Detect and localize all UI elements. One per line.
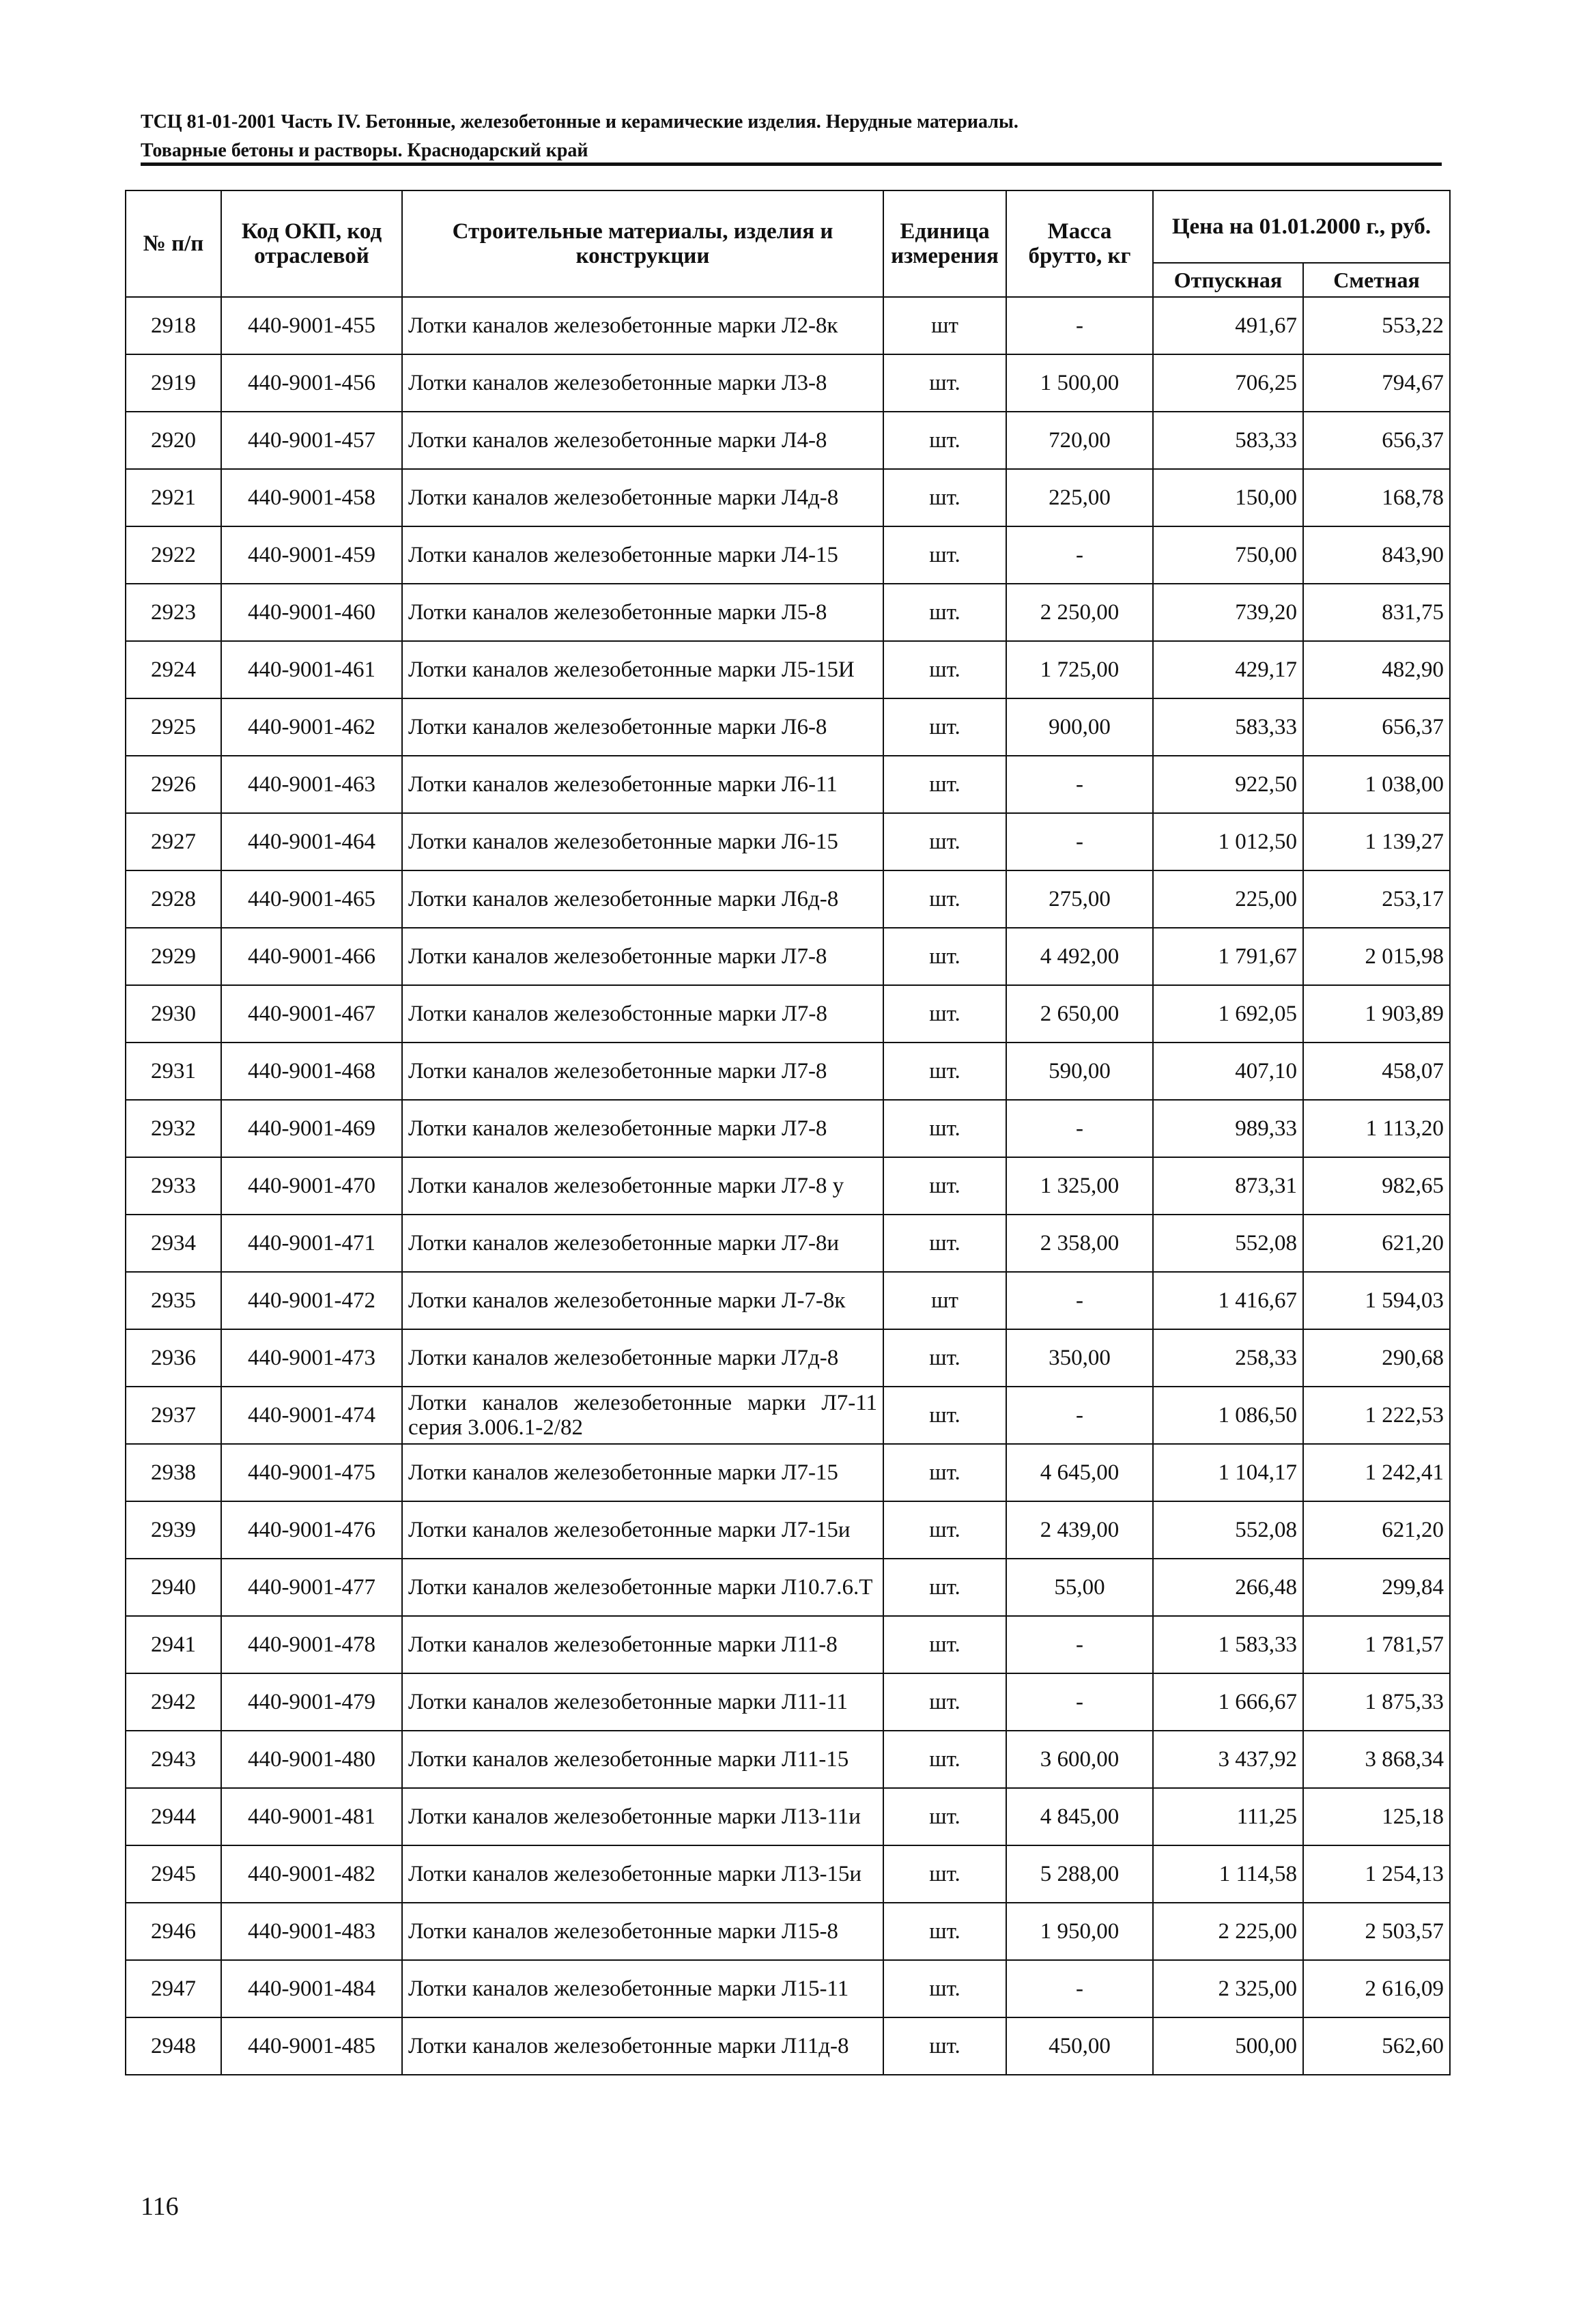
row-number: 2921 [126,469,221,526]
row-number: 2928 [126,870,221,928]
table-row [126,641,1450,698]
release-price: 739,20 [1153,584,1303,641]
material-name: Лотки каналов железобетонные марки Л7-11 серия 3.006.1-2/82 [402,1387,883,1444]
material-name: Лотки каналов железобетонные марки Л7-8 [402,1043,883,1100]
col-header-release: Отпускная [1153,263,1303,297]
unit-of-measure: шт. [883,1616,1006,1673]
gross-mass: - [1006,1960,1153,2017]
estimate-price: 656,37 [1303,412,1450,469]
estimate-price: 1 222,53 [1303,1387,1450,1444]
material-name: Лотки каналов железобетонные марки Л3-8 [402,354,883,412]
table-row [126,1616,1450,1673]
release-price: 583,33 [1153,412,1303,469]
gross-mass: 450,00 [1006,2017,1153,2075]
gross-mass: 225,00 [1006,469,1153,526]
col-header-num: № п/п [126,190,221,297]
release-price: 552,08 [1153,1501,1303,1559]
table-row [126,985,1450,1043]
material-name: Лотки каналов железобетонные марки Л7-15 [402,1444,883,1501]
material-name: Лотки каналов железобетонные марки Л7д-8 [402,1329,883,1387]
release-price: 150,00 [1153,469,1303,526]
material-name: Лотки каналов железобстонные марки Л7-8 [402,985,883,1043]
estimate-price: 3 868,34 [1303,1731,1450,1788]
unit-of-measure: шт. [883,526,1006,584]
table-row [126,1444,1450,1501]
unit-of-measure: шт. [883,756,1006,813]
gross-mass: 3 600,00 [1006,1731,1153,1788]
release-price: 873,31 [1153,1157,1303,1215]
estimate-price: 831,75 [1303,584,1450,641]
gross-mass: 4 845,00 [1006,1788,1153,1845]
estimate-price: 553,22 [1303,297,1450,354]
page-number: 116 [141,2192,179,2221]
row-number: 2932 [126,1100,221,1157]
table-row [126,870,1450,928]
material-name: Лотки каналов железобетонные марки Л7-8 [402,928,883,985]
col-header-mass: Масса брутто, кг [1006,190,1153,297]
material-name: Лотки каналов железобетонные марки Л11-8 [402,1616,883,1673]
okp-code: 440-9001-485 [221,2017,402,2075]
table-row [126,1731,1450,1788]
table-row [126,1673,1450,1731]
okp-code: 440-9001-477 [221,1559,402,1616]
gross-mass: 720,00 [1006,412,1153,469]
gross-mass: - [1006,297,1153,354]
unit-of-measure: шт. [883,1788,1006,1845]
row-number: 2943 [126,1731,221,1788]
row-number: 2922 [126,526,221,584]
okp-code: 440-9001-460 [221,584,402,641]
okp-code: 440-9001-475 [221,1444,402,1501]
row-number: 2948 [126,2017,221,2075]
material-name: Лотки каналов железобетонные марки Л11-11 [402,1673,883,1731]
unit-of-measure: шт. [883,1731,1006,1788]
unit-of-measure: шт. [883,1501,1006,1559]
okp-code: 440-9001-466 [221,928,402,985]
okp-code: 440-9001-468 [221,1043,402,1100]
material-name: Лотки каналов железобетонные марки Л7-8 у [402,1157,883,1215]
material-name: Лотки каналов железобетонные марки Л5-15И [402,641,883,698]
okp-code: 440-9001-484 [221,1960,402,2017]
table-row [126,1043,1450,1100]
price-table [125,190,1451,2075]
gross-mass: 1 950,00 [1006,1903,1153,1960]
row-number: 2924 [126,641,221,698]
row-number: 2927 [126,813,221,870]
release-price: 1 086,50 [1153,1387,1303,1444]
material-name: Лотки каналов железобетонные марки Л6д-8 [402,870,883,928]
estimate-price: 290,68 [1303,1329,1450,1387]
estimate-price: 482,90 [1303,641,1450,698]
estimate-price: 2 015,98 [1303,928,1450,985]
table-row [126,412,1450,469]
gross-mass: 4 492,00 [1006,928,1153,985]
release-price: 266,48 [1153,1559,1303,1616]
gross-mass: 2 250,00 [1006,584,1153,641]
unit-of-measure: шт. [883,698,1006,756]
row-number: 2941 [126,1616,221,1673]
unit-of-measure: шт. [883,928,1006,985]
estimate-price: 1 113,20 [1303,1100,1450,1157]
okp-code: 440-9001-476 [221,1501,402,1559]
table-row [126,1272,1450,1329]
unit-of-measure: шт. [883,1845,1006,1903]
gross-mass: 2 650,00 [1006,985,1153,1043]
row-number: 2919 [126,354,221,412]
material-name: Лотки каналов железобетонные марки Л7-15и [402,1501,883,1559]
okp-code: 440-9001-474 [221,1387,402,1444]
unit-of-measure: шт. [883,1559,1006,1616]
unit-of-measure: шт. [883,1387,1006,1444]
okp-code: 440-9001-473 [221,1329,402,1387]
material-name: Лотки каналов железобетонные марки Л2-8к [402,297,883,354]
row-number: 2931 [126,1043,221,1100]
material-name: Лотки каналов железобетонные марки Л7-8и [402,1215,883,1272]
row-number: 2944 [126,1788,221,1845]
estimate-price: 982,65 [1303,1157,1450,1215]
unit-of-measure: шт. [883,1329,1006,1387]
row-number: 2920 [126,412,221,469]
estimate-price: 253,17 [1303,870,1450,928]
estimate-price: 2 616,09 [1303,1960,1450,2017]
row-number: 2937 [126,1387,221,1444]
gross-mass: 2 358,00 [1006,1215,1153,1272]
material-name: Лотки каналов железобетонные марки Л6-11 [402,756,883,813]
estimate-price: 843,90 [1303,526,1450,584]
release-price: 2 225,00 [1153,1903,1303,1960]
okp-code: 440-9001-456 [221,354,402,412]
okp-code: 440-9001-470 [221,1157,402,1215]
estimate-price: 794,67 [1303,354,1450,412]
material-name: Лотки каналов железобетонные марки Л4-8 [402,412,883,469]
row-number: 2935 [126,1272,221,1329]
estimate-price: 656,37 [1303,698,1450,756]
unit-of-measure: шт. [883,1215,1006,1272]
unit-of-measure: шт. [883,985,1006,1043]
table-row [126,698,1450,756]
gross-mass: 2 439,00 [1006,1501,1153,1559]
unit-of-measure: шт. [883,1100,1006,1157]
release-price: 225,00 [1153,870,1303,928]
page-header [141,108,1438,165]
gross-mass: 590,00 [1006,1043,1153,1100]
release-price: 583,33 [1153,698,1303,756]
table-row [126,1215,1450,1272]
table-row [126,1845,1450,1903]
unit-of-measure: шт. [883,584,1006,641]
col-header-estimate: Сметная [1303,263,1450,297]
estimate-price: 1 594,03 [1303,1272,1450,1329]
table-row [126,584,1450,641]
table-row [126,1960,1450,2017]
gross-mass: - [1006,526,1153,584]
okp-code: 440-9001-471 [221,1215,402,1272]
estimate-price: 458,07 [1303,1043,1450,1100]
row-number: 2926 [126,756,221,813]
release-price: 111,25 [1153,1788,1303,1845]
release-price: 3 437,92 [1153,1731,1303,1788]
unit-of-measure: шт. [883,813,1006,870]
okp-code: 440-9001-457 [221,412,402,469]
gross-mass: - [1006,1616,1153,1673]
unit-of-measure: шт. [883,2017,1006,2075]
row-number: 2923 [126,584,221,641]
release-price: 407,10 [1153,1043,1303,1100]
gross-mass: 275,00 [1006,870,1153,928]
row-number: 2933 [126,1157,221,1215]
okp-code: 440-9001-464 [221,813,402,870]
estimate-price: 1 781,57 [1303,1616,1450,1673]
col-header-price-group: Цена на 01.01.2000 г., руб. [1153,190,1450,263]
material-name: Лотки каналов железобетонные марки Л-7-8к [402,1272,883,1329]
table-body [126,297,1450,2075]
okp-code: 440-9001-459 [221,526,402,584]
estimate-price: 562,60 [1303,2017,1450,2075]
unit-of-measure: шт. [883,1444,1006,1501]
estimate-price: 1 254,13 [1303,1845,1450,1903]
material-name: Лотки каналов железобетонные марки Л6-15 [402,813,883,870]
okp-code: 440-9001-463 [221,756,402,813]
table-row [126,1559,1450,1616]
gross-mass: 55,00 [1006,1559,1153,1616]
release-price: 989,33 [1153,1100,1303,1157]
release-price: 1 791,67 [1153,928,1303,985]
material-name: Лотки каналов железобетонные марки Л15-8 [402,1903,883,1960]
okp-code: 440-9001-472 [221,1272,402,1329]
row-number: 2947 [126,1960,221,2017]
gross-mass: - [1006,1673,1153,1731]
gross-mass: - [1006,813,1153,870]
gross-mass: 4 645,00 [1006,1444,1153,1501]
release-price: 2 325,00 [1153,1960,1303,2017]
unit-of-measure: шт. [883,412,1006,469]
release-price: 1 104,17 [1153,1444,1303,1501]
table-row [126,1157,1450,1215]
estimate-price: 621,20 [1303,1501,1450,1559]
gross-mass: 1 325,00 [1006,1157,1153,1215]
okp-code: 440-9001-465 [221,870,402,928]
okp-code: 440-9001-482 [221,1845,402,1903]
gross-mass: - [1006,1387,1153,1444]
material-name: Лотки каналов железобетонные марки Л4-15 [402,526,883,584]
gross-mass: 5 288,00 [1006,1845,1153,1903]
estimate-price: 168,78 [1303,469,1450,526]
estimate-price: 1 903,89 [1303,985,1450,1043]
material-name: Лотки каналов железобетонные марки Л13-11и [402,1788,883,1845]
header-rule [141,162,1442,166]
material-name: Лотки каналов железобетонные марки Л7-8 [402,1100,883,1157]
row-number: 2942 [126,1673,221,1731]
table-row [126,813,1450,870]
row-number: 2940 [126,1559,221,1616]
table-row [126,1501,1450,1559]
gross-mass: 1 500,00 [1006,354,1153,412]
col-header-code: Код ОКП, код отраслевой [221,190,402,297]
gross-mass: - [1006,1100,1153,1157]
table-row [126,354,1450,412]
table-row [126,756,1450,813]
row-number: 2934 [126,1215,221,1272]
material-name: Лотки каналов железобетонные марки Л4д-8 [402,469,883,526]
release-price: 491,67 [1153,297,1303,354]
release-price: 706,25 [1153,354,1303,412]
okp-code: 440-9001-467 [221,985,402,1043]
table-row [126,1387,1450,1444]
table-row [126,1788,1450,1845]
gross-mass: 350,00 [1006,1329,1153,1387]
release-price: 922,50 [1153,756,1303,813]
okp-code: 440-9001-480 [221,1731,402,1788]
header-line-1: ТСЦ 81-01-2001 Часть IV. Бетонные, железобетонные и керамические изделия. Нерудные материалы. [141,111,1018,132]
col-header-unit: Единица измерения [883,190,1006,297]
row-number: 2945 [126,1845,221,1903]
row-number: 2918 [126,297,221,354]
unit-of-measure: шт. [883,1043,1006,1100]
material-name: Лотки каналов железобетонные марки Л11-15 [402,1731,883,1788]
okp-code: 440-9001-462 [221,698,402,756]
okp-code: 440-9001-479 [221,1673,402,1731]
material-name: Лотки каналов железобетонные марки Л6-8 [402,698,883,756]
unit-of-measure: шт [883,1272,1006,1329]
row-number: 2939 [126,1501,221,1559]
okp-code: 440-9001-483 [221,1903,402,1960]
estimate-price: 299,84 [1303,1559,1450,1616]
col-header-name: Строительные материалы, изделия и конструкции [402,190,883,297]
estimate-price: 125,18 [1303,1788,1450,1845]
table-row [126,1100,1450,1157]
table-row [126,469,1450,526]
estimate-price: 1 875,33 [1303,1673,1450,1731]
row-number: 2930 [126,985,221,1043]
unit-of-measure: шт. [883,1903,1006,1960]
row-number: 2925 [126,698,221,756]
gross-mass: - [1006,1272,1153,1329]
material-name: Лотки каналов железобетонные марки Л15-11 [402,1960,883,2017]
row-number: 2938 [126,1444,221,1501]
gross-mass: 1 725,00 [1006,641,1153,698]
unit-of-measure: шт. [883,469,1006,526]
material-name: Лотки каналов железобетонные марки Л10.7.6.Т [402,1559,883,1616]
table-row [126,526,1450,584]
release-price: 1 692,05 [1153,985,1303,1043]
header-line-2: Товарные бетоны и растворы. Краснодарский край [141,140,588,161]
release-price: 1 012,50 [1153,813,1303,870]
estimate-price: 621,20 [1303,1215,1450,1272]
table-row [126,1903,1450,1960]
release-price: 1 114,58 [1153,1845,1303,1903]
okp-code: 440-9001-461 [221,641,402,698]
okp-code: 440-9001-481 [221,1788,402,1845]
release-price: 429,17 [1153,641,1303,698]
okp-code: 440-9001-478 [221,1616,402,1673]
okp-code: 440-9001-469 [221,1100,402,1157]
row-number: 2936 [126,1329,221,1387]
release-price: 750,00 [1153,526,1303,584]
row-number: 2946 [126,1903,221,1960]
material-name: Лотки каналов железобетонные марки Л13-15и [402,1845,883,1903]
release-price: 1 416,67 [1153,1272,1303,1329]
gross-mass: 900,00 [1006,698,1153,756]
unit-of-measure: шт. [883,1673,1006,1731]
release-price: 1 583,33 [1153,1616,1303,1673]
table-row [126,2017,1450,2075]
release-price: 552,08 [1153,1215,1303,1272]
unit-of-measure: шт. [883,354,1006,412]
estimate-price: 2 503,57 [1303,1903,1450,1960]
gross-mass: - [1006,756,1153,813]
table-row [126,297,1450,354]
okp-code: 440-9001-458 [221,469,402,526]
estimate-price: 1 242,41 [1303,1444,1450,1501]
estimate-price: 1 139,27 [1303,813,1450,870]
unit-of-measure: шт. [883,870,1006,928]
estimate-price: 1 038,00 [1303,756,1450,813]
release-price: 258,33 [1153,1329,1303,1387]
okp-code: 440-9001-455 [221,297,402,354]
unit-of-measure: шт. [883,1960,1006,2017]
material-name: Лотки каналов железобетонные марки Л5-8 [402,584,883,641]
table-row [126,1329,1450,1387]
material-name: Лотки каналов железобетонные марки Л11д-8 [402,2017,883,2075]
release-price: 500,00 [1153,2017,1303,2075]
release-price: 1 666,67 [1153,1673,1303,1731]
unit-of-measure: шт. [883,1157,1006,1215]
unit-of-measure: шт [883,297,1006,354]
unit-of-measure: шт. [883,641,1006,698]
row-number: 2929 [126,928,221,985]
table-row [126,928,1450,985]
